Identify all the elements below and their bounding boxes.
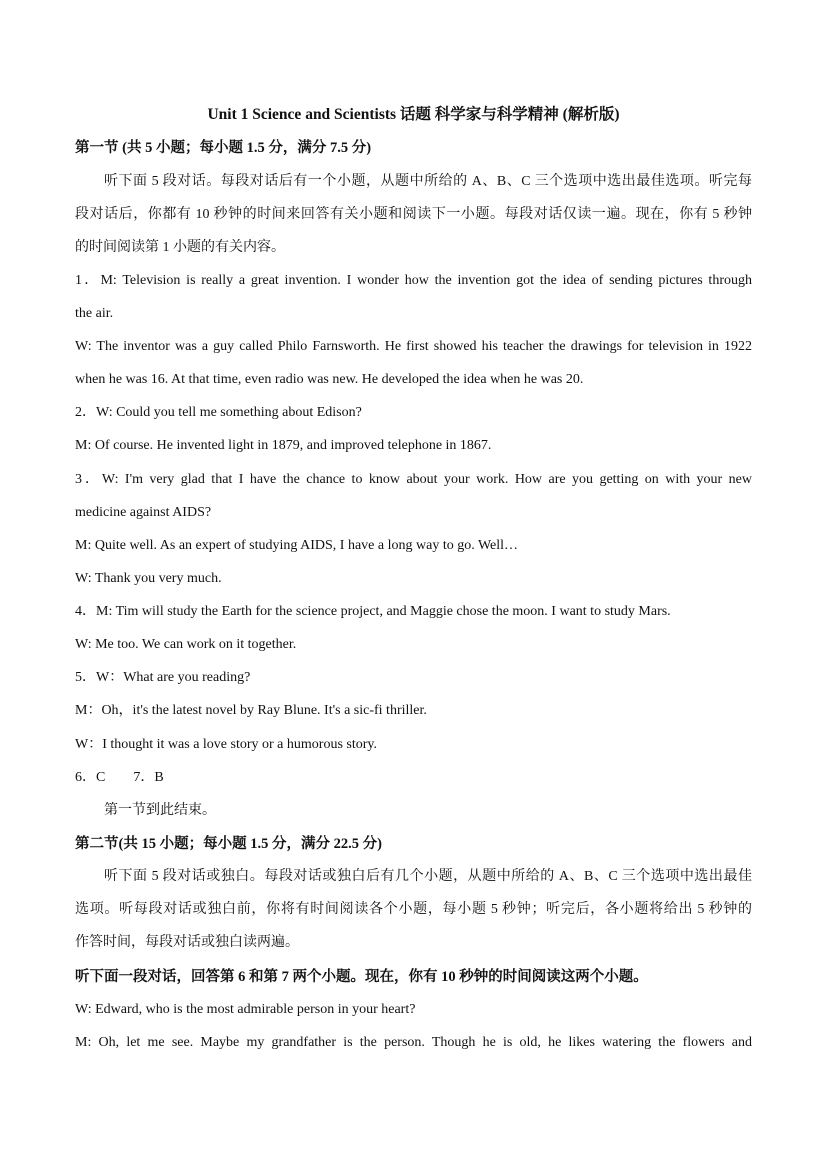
answer-item: 6．C: [75, 770, 106, 785]
document-title: Unit 1 Science and Scientists 话题 科学家与科学精神 (解析版): [207, 106, 620, 123]
section1-instruction-line: 段对话后，你都有 10 秒钟的时间来回答有关小题和阅读下一小题。每段对话仅读一遍。现在，你有 5 秒钟: [75, 207, 752, 222]
dialogue-line: 5．W：What are you reading?: [75, 670, 251, 685]
dialogue-line: W: Me too. We can work on it together.: [75, 637, 297, 652]
dialogue-line: W: The inventor was a guy called Philo Farnsworth. He first showed his teacher the drawings for television in 1922: [75, 339, 752, 354]
section2-instruction-line: 选项。听每段对话或独白前，你将有时间阅读各个小题，每小题 5 秒钟；听完后，各小题将给出 5 秒钟的: [75, 902, 752, 917]
dialogue-line: M：Oh，it's the latest novel by Ray Blune. It's a sic-fi thriller.: [75, 703, 427, 718]
dialogue-line: the air.: [75, 306, 114, 321]
dialogue-line: W: Thank you very much.: [75, 571, 222, 586]
section2-instruction-line: 作答时间，每段对话或独白读两遍。: [75, 935, 299, 950]
dialogue-line: M: Of course. He invented light in 1879, and improved telephone in 1867.: [75, 438, 492, 453]
dialogue-line: M: Quite well. As an expert of studying AIDS, I have a long way to go. Well…: [75, 538, 519, 553]
section2-instruction-line: 听下面 5 段对话或独白。每段对话或独白后有几个小题，从题中所给的 A、B、C 三个选项中选出最佳: [104, 869, 752, 884]
dialogue-line: 3．W: I'm very glad that I have the chance to know about your work. How are you getting on with your new: [75, 472, 752, 487]
section2-subheading: 听下面一段对话，回答第 6 和第 7 两个小题。现在，你有 10 秒钟的时间阅读这两个小题。: [75, 969, 648, 985]
answer-item: 7．B: [133, 770, 164, 785]
dialogue-line: M: Oh, let me see. Maybe my grandfather is the person. Though he is old, he likes watering the flowers and: [75, 1035, 752, 1050]
dialogue-line: when he was 16. At that time, even radio was new. He developed the idea when he was 20.: [75, 372, 584, 387]
dialogue-line: 4．M: Tim will study the Earth for the science project, and Maggie chose the moon. I want to study Mars.: [75, 604, 671, 619]
section1-instruction-line: 的时间阅读第 1 小题的有关内容。: [75, 240, 285, 255]
dialogue-line: medicine against AIDS?: [75, 505, 212, 520]
section2-heading: 第二节(共 15 小题；每小题 1.5 分，满分 22.5 分): [75, 836, 382, 852]
dialogue-line: 2．W: Could you tell me something about Edison?: [75, 405, 362, 420]
answer-key: [75, 768, 752, 788]
section1-instruction-line: 听下面 5 段对话。每段对话后有一个小题，从题中所给的 A、B、C 三个选项中选出最佳选项。听完每: [104, 174, 752, 189]
dialogue-line: 1．M: Television is really a great invention. I wonder how the invention got the idea of sending pictures through: [75, 273, 752, 288]
section1-heading: 第一节 (共 5 小题；每小题 1.5 分，满分 7.5 分): [75, 140, 372, 156]
section1-end-note: 第一节到此结束。: [104, 803, 216, 818]
dialogue-line: W: Edward, who is the most admirable person in your heart?: [75, 1002, 416, 1017]
dialogue-line: W：I thought it was a love story or a humorous story.: [75, 737, 377, 752]
